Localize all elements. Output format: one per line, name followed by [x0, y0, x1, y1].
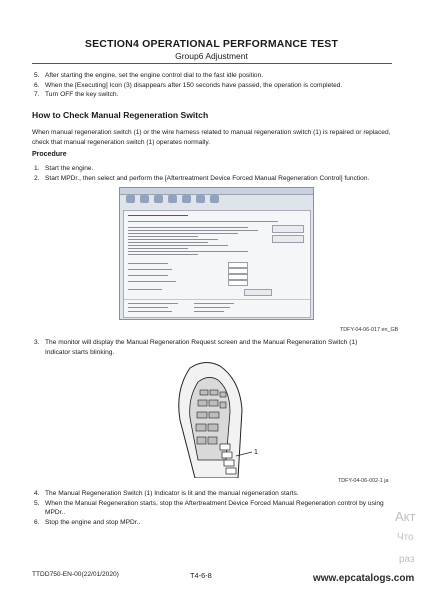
procedure-steps-list: [34, 164, 384, 183]
step-text: Turn OFF the key switch.: [45, 91, 119, 99]
toolbar-icon: [154, 195, 163, 203]
step-number: 2.: [34, 174, 40, 182]
list-item: [34, 499, 384, 518]
step-number: 1.: [34, 165, 40, 172]
step-number: 5.: [34, 499, 40, 507]
toolbar-icon: [126, 195, 135, 203]
toolbar-icon: [196, 195, 205, 203]
toolbar-icon: [182, 195, 191, 203]
toolbar-icon: [210, 195, 219, 203]
screenshot-button: [272, 235, 304, 243]
watermark-text: Что: [397, 532, 414, 543]
header-divider: [32, 63, 392, 64]
list-item: [34, 90, 384, 100]
step-text: When the Manual Regeneration starts, stop the Aftertreatment Device Forced Manual Regeneration control by using MPDr..: [45, 499, 384, 517]
list-item: [34, 71, 384, 81]
step-number: 5.: [34, 72, 40, 79]
step-text: After starting the engine, set the engine control dial to the fast idle position.: [45, 72, 264, 79]
step-number: 6.: [34, 81, 40, 89]
group-subtitle: Group6 Adjustment: [175, 51, 248, 61]
figure1-caption: TDFY-04-06-017 en_GB: [340, 327, 399, 333]
step-text: When the [Executing] Icon (3) disappears after 150 seconds have passed, the operation is completed.: [45, 81, 343, 89]
list-item: [34, 489, 384, 499]
step-text: Start MPDr., then select and perform the [Aftertreatment Device Forced Manual Regeneration Control] function.: [45, 174, 370, 182]
mpdr-screenshot-figure: [119, 187, 314, 320]
list-item: [34, 164, 384, 174]
watermark-url: www.epcatalogs.com: [313, 573, 415, 584]
step-number: 3.: [34, 339, 40, 346]
steps-top-list: [34, 71, 384, 100]
step-text: The monitor will display the Manual Regeneration Request screen and the Manual Regeneration Switch (1) Indicator starts blinking.: [45, 339, 358, 356]
section-heading: How to Check Manual Regeneration Switch: [32, 110, 209, 120]
list-item: [34, 518, 384, 528]
function-panel: [123, 210, 311, 318]
list-item: [34, 174, 384, 184]
watermark-text: раз: [399, 554, 415, 565]
step-number: 6.: [34, 518, 40, 526]
toolbar-icon: [140, 195, 149, 203]
page-number: T4-6-8: [190, 571, 212, 580]
toolbar-icon: [168, 195, 177, 203]
watermark-text: Акт: [395, 509, 416, 524]
section-title: SECTION4 OPERATIONAL PERFORMANCE TEST: [84, 38, 339, 50]
list-item: [34, 338, 384, 357]
figure2-caption: TDFY-04-06-002-1 ja: [338, 478, 389, 484]
list-item: [34, 81, 384, 91]
steps-bottom-list: [34, 489, 384, 527]
document-id: TTDD750-EN-00(22/01/2020): [32, 571, 119, 578]
section-intro: When manual regeneration switch (1) or the wire harness related to manual regeneration switch (1) is repaired or replaced, check that manual regeneration switch (1) operates normally.: [32, 129, 391, 146]
step-text: Start the engine.: [45, 165, 94, 172]
step-text: Stop the engine and stop MPDr..: [45, 518, 141, 526]
screenshot-button: [272, 225, 304, 233]
callout-label: 1: [254, 449, 258, 456]
step3-list: [34, 338, 384, 357]
step-text: The Manual Regeneration Switch (1) Indicator is lit and the manual regeneration starts.: [45, 490, 299, 497]
procedure-label: Procedure: [32, 151, 67, 158]
step-number: 4.: [34, 490, 40, 497]
step-number: 7.: [34, 91, 40, 99]
control-lever-illustration: [160, 360, 268, 478]
window-titlebar: [120, 188, 313, 195]
